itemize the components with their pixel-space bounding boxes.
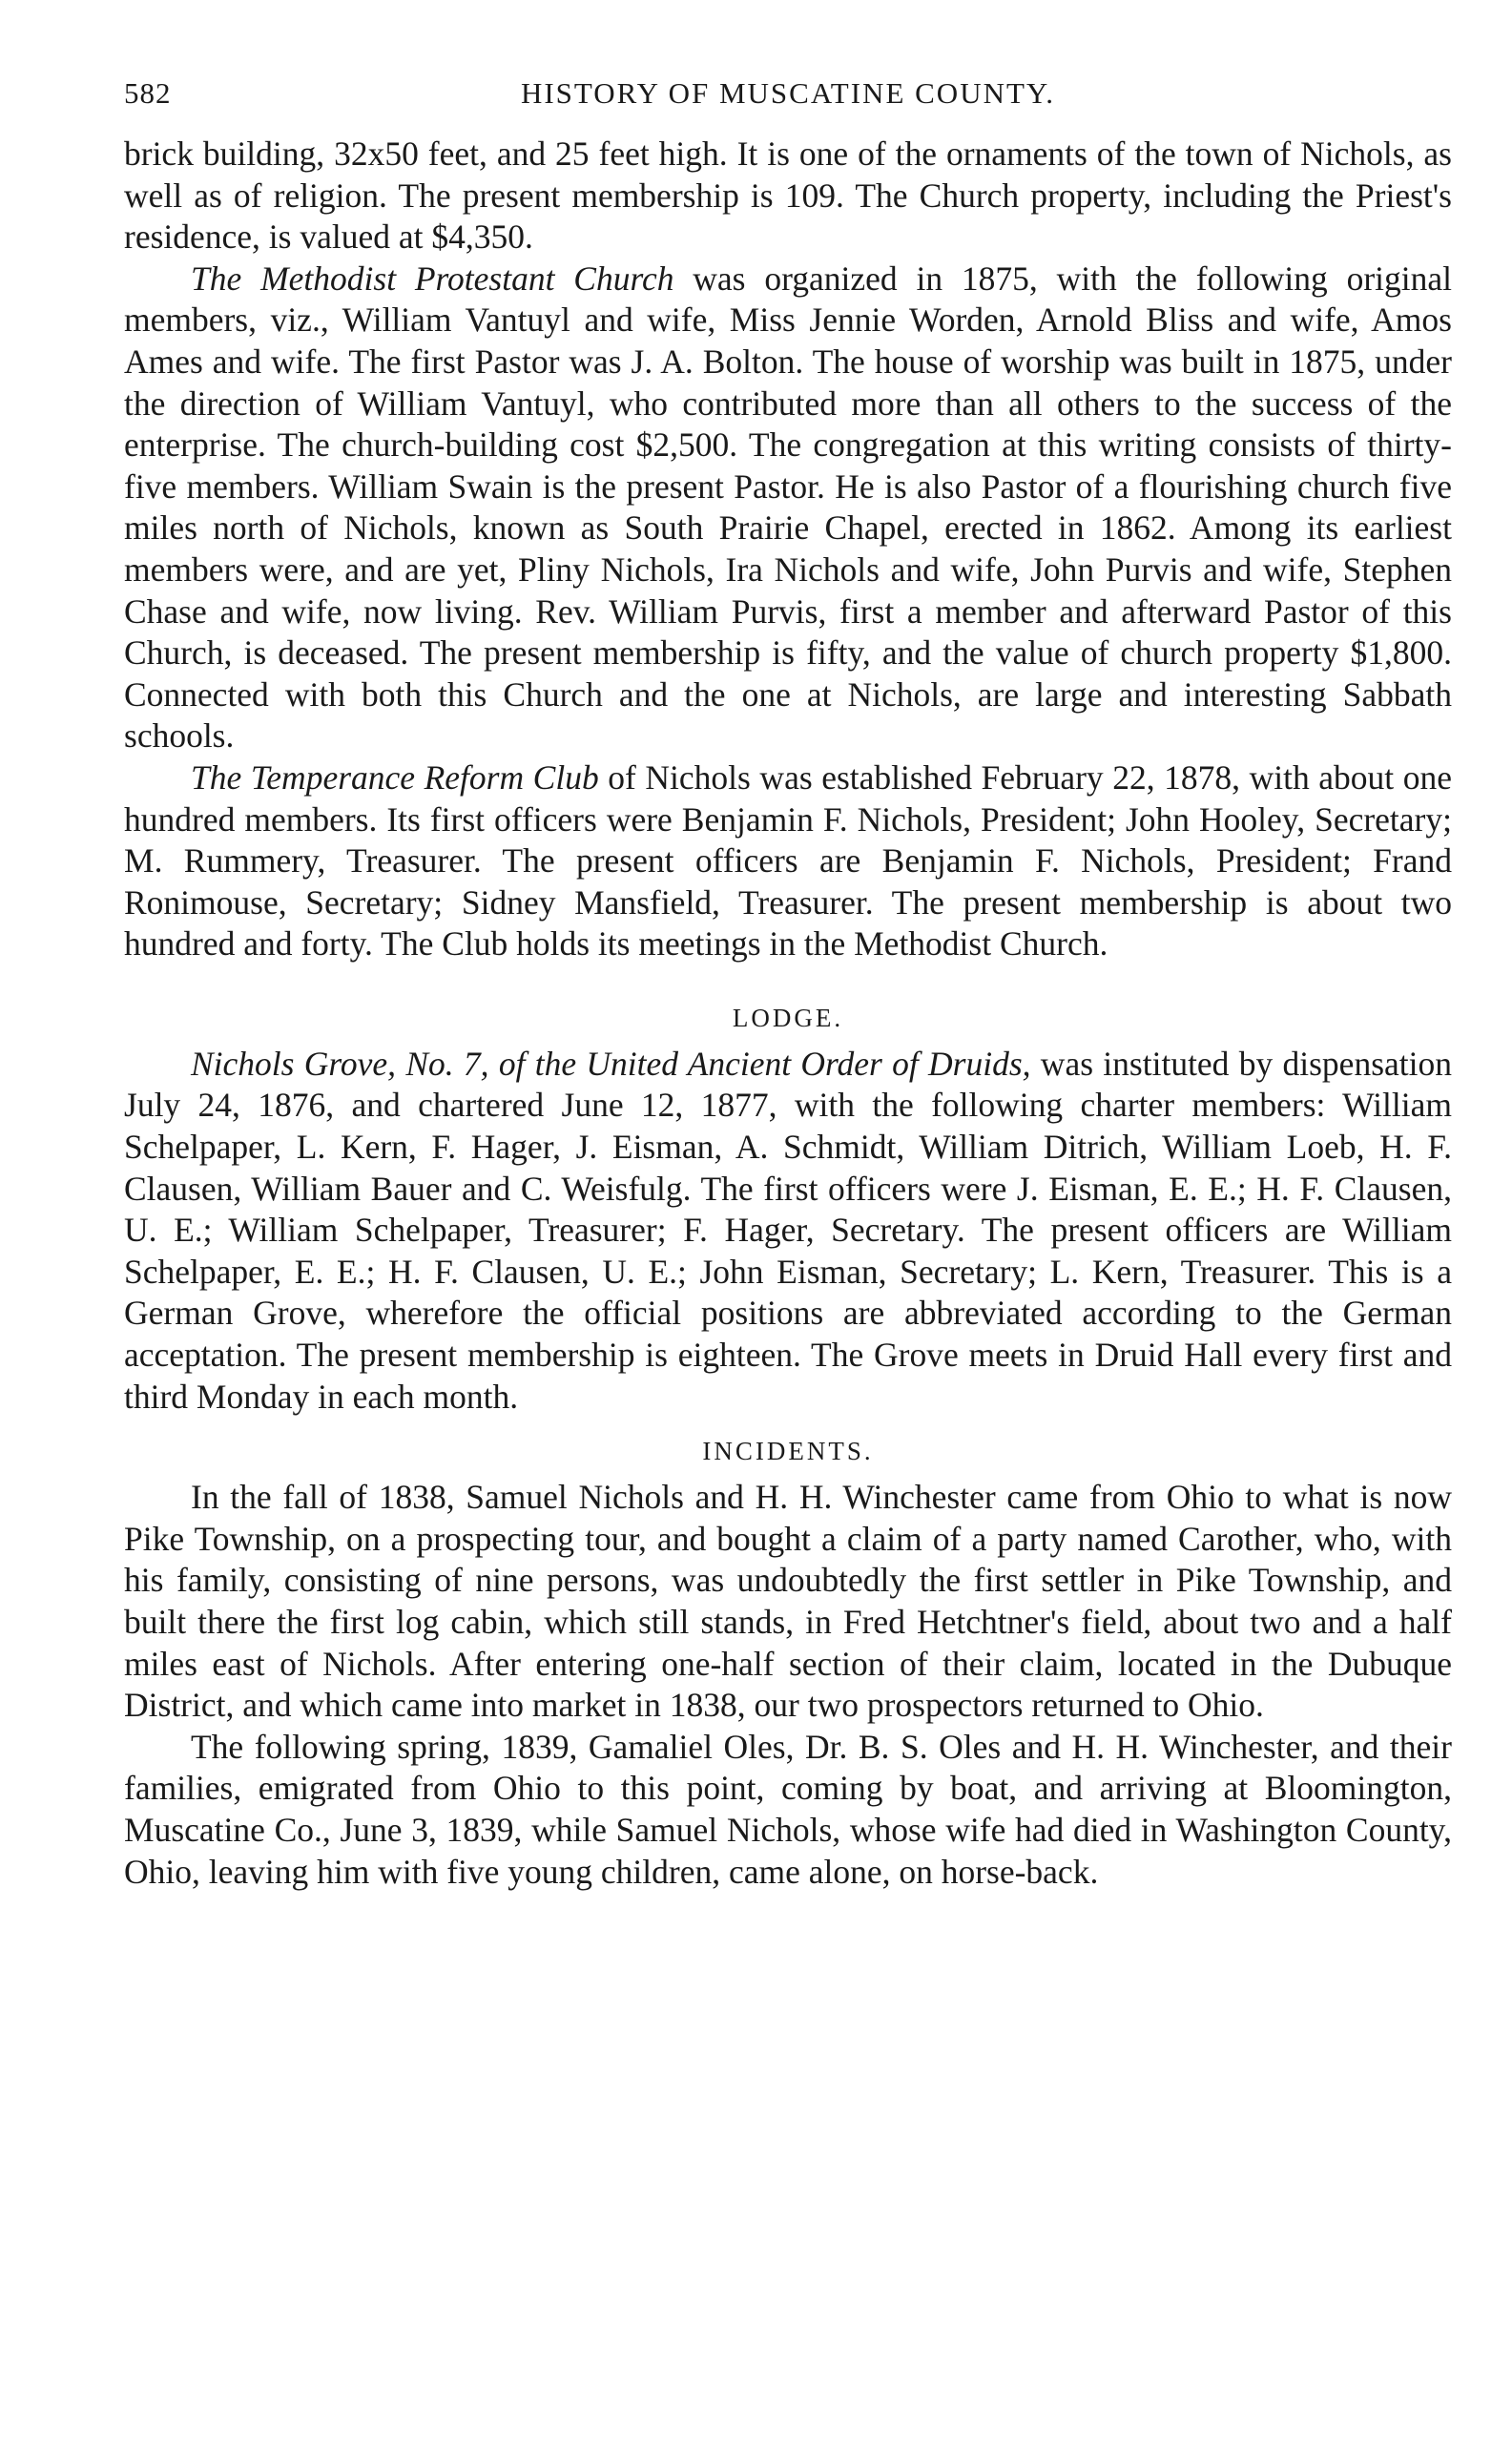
- page-number: 582: [124, 76, 172, 110]
- temperance-club-text: of Nichols was established February 22, 1878, with about one hundred members. Its first officers were Benjamin F. Nichols, President; John Hooley, Secretary; M. Rummery, Treasurer. The present officers are Benjamin F. Nichols, President; Frand Ronimouse, Secretary; Sidney Mansfield, Treasurer. The present membership is about two hundred and forty. The Club holds its meetings in the Methodist Church.: [124, 757, 1452, 964]
- paragraph-incidents-1838: In the fall of 1838, Samuel Nichols and H. H. Winchester came from Ohio to what is now Pike Township, on a prospecting tour, and bought a claim of a party named Carother, who, with his family, consisting of nine persons, was undoubtedly the first settler in Pike Township, and built there the first log cabin, which still stands, in Fred Hetchtner's field, about two and a half miles east of Nichols. After entering one-half section of their claim, located in the Dubuque District, and which came into market in 1838, our two prospectors returned to Ohio.: [124, 1478, 1452, 1725]
- section-heading-incidents: INCIDENTS.: [702, 1437, 874, 1466]
- paragraph-druids-grove: [124, 1044, 1452, 1418]
- spacer: [124, 965, 1452, 992]
- paragraph-methodist-protestant-church: [124, 259, 1452, 757]
- book-page: [124, 76, 1452, 1893]
- spacer: [124, 1418, 1452, 1425]
- paragraph-catholic-church-continued: brick building, 32x50 feet, and 25 feet high. It is one of the ornaments of the town of Nichols, as well as of religion. The present membership is 109. The Church property, including the Priest's residence, is valued at $4,350.: [124, 135, 1452, 257]
- druids-grove-text: was instituted by dispensation July 24, 1876, and chartered June 12, 1877, with the following charter members: William Schelpaper, L. Kern, F. Hager, J. Eisman, A. Schmidt, William Ditrich, William Loeb, H. F. Clausen, William Bauer and C. Weisfulg. The first officers were J. Eisman, E. E.; H. F. Clausen, U. E.; William Schelpaper, Treasurer; F. Hager, Secretary. The present officers are William Schelpaper, E. E.; H. F. Clausen, U. E.; John Eisman, Secretary; L. Kern, Treasurer. This is a German Grove, wherefore the official positions are abbreviated according to the German acceptation. The present membership is eighteen. The Grove meets in Druid Hall every first and third Monday in each month.: [124, 1044, 1452, 1416]
- running-title: HISTORY OF MUSCATINE COUNTY.: [520, 76, 1056, 110]
- paragraph-temperance-reform-club: [124, 757, 1452, 965]
- temperance-club-title: The Temperance Reform Club: [191, 757, 599, 797]
- druids-grove-title: Nichols Grove, No. 7, of the United Ancient Order of Druids,: [191, 1044, 1031, 1083]
- section-heading-lodge: LODGE.: [732, 1003, 844, 1032]
- methodist-church-title: The Methodist Protestant Church: [191, 259, 674, 298]
- running-head: [124, 76, 1452, 134]
- methodist-church-text: was organized in 1875, with the following original members, viz., William Vantuyl and wife, Miss Jennie Worden, Arnold Bliss and wife, Amos Ames and wife. The first Pastor was J. A. Bolton. The house of worship was built in 1875, under the direction of William Vantuyl, who contributed more than all others to the success of the enterprise. The church-building cost $2,500. The congregation at this writing consists of thirty-five members. William Swain is the present Pastor. He is also Pastor of a flourishing church five miles north of Nichols, known as South Prairie Chapel, erected in 1862. Among its earliest members were, and are yet, Pliny Nichols, Ira Nichols and wife, John Purvis and wife, Stephen Chase and wife, now living. Rev. William Purvis, first a member and afterward Pastor of this Church, is deceased. The present membership is fifty, and the value of church property $1,800. Connected with both this Church and the one at Nichols, are large and interesting Sabbath schools.: [124, 259, 1452, 756]
- paragraph-incidents-1839: The following spring, 1839, Gamaliel Oles, Dr. B. S. Oles and H. H. Winchester, and their families, emigrated from Ohio to this point, coming by boat, and arriving at Bloomington, Muscatine Co., June 3, 1839, while Samuel Nichols, whose wife had died in Washington County, Ohio, leaving him with five young children, came alone, on horse-back.: [124, 1727, 1452, 1891]
